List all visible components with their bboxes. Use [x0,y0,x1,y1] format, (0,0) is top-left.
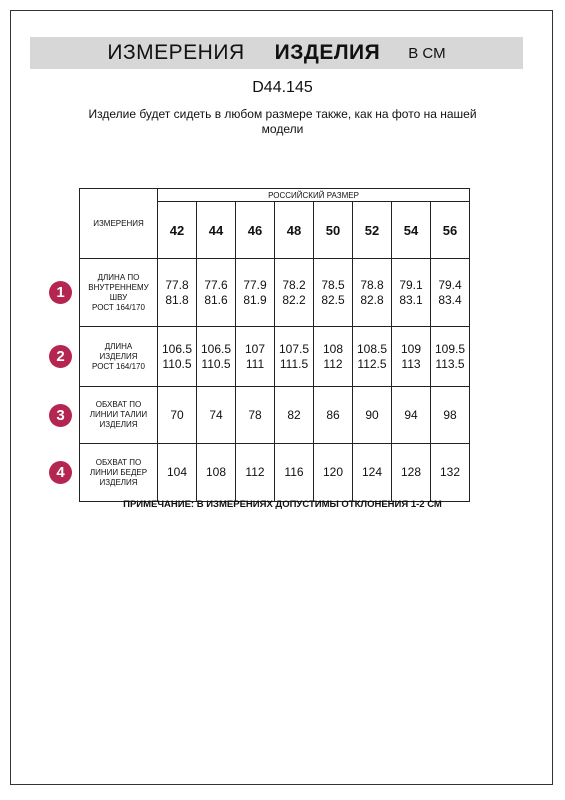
size-header-cell: 50 [314,202,353,259]
measurement-value-cell [236,259,275,327]
measurement-value-cell [158,387,197,444]
measurement-value: 86 [326,407,340,422]
measurement-label [80,327,158,387]
measurement-value: 78.8 [360,277,384,292]
measurement-value: 77.9 [243,277,267,292]
measurement-value-cell [314,327,353,387]
size-header-cell: 54 [392,202,431,259]
header-bar [30,37,523,69]
row-number-badge: 1 [49,281,72,304]
measurement-value: 110.5 [201,356,231,371]
measurement-value: 82 [287,407,301,422]
measurement-value: 108 [322,341,344,356]
measurement-value: 113 [401,356,421,371]
measurement-value: 128 [400,465,422,479]
measurement-value-cell [236,387,275,444]
measurement-value: 120 [322,465,344,479]
measurement-value-cell [197,387,236,444]
measurement-value: 111.5 [279,356,309,371]
measurement-value-cell [353,444,392,502]
measurement-label-line: РОСТ 164/170 [92,302,145,312]
header-unit: В СМ [408,44,446,62]
measurement-label-line: ШВУ [109,292,128,302]
measurement-label-line: ИЗДЕЛИЯ [99,351,138,361]
row-number-badge: 2 [49,345,72,368]
measurement-label-line: РОСТ 164/170 [92,361,145,371]
measurement-value: 94 [404,407,418,422]
measurement-value: 106.5 [161,341,193,356]
measurement-value: 81.6 [204,292,228,307]
note-text: ПРИМЕЧАНИЕ: В ИЗМЕРЕНИЯХ ДОПУСТИМЫ ОТКЛОНЕНИЯ 1-2 СМ [123,499,442,510]
measurement-value: 74 [209,407,223,422]
measurement-value-cell [392,444,431,502]
measurement-value: 112 [323,356,343,371]
header-title-bold: ИЗДЕЛИЯ [274,41,381,64]
measurement-label-line: ДЛИНА [104,341,133,351]
measurement-label-line: ДЛИНА ПО [97,272,140,282]
measurement-value-cell [431,387,470,444]
measurement-value-cell [392,327,431,387]
measurement-value-cell [314,444,353,502]
measurement-value: 109.5 [434,341,466,356]
measurement-value-cell [392,259,431,327]
measurement-value-cell [197,327,236,387]
measurement-value: 79.4 [438,277,462,292]
measurement-row [80,444,470,502]
measurement-value-cell [314,259,353,327]
measurement-value: 113.5 [435,356,465,371]
measurement-value-cell [431,327,470,387]
measurement-value-cell [275,327,314,387]
measurement-value: 112 [245,465,265,479]
measurement-value-cell [275,387,314,444]
measurement-value: 82.2 [282,292,306,307]
measurement-label-line: ЛИНИИ БЕДЕР [89,467,148,477]
measurement-label [80,444,158,502]
fit-description: Изделие будет сидеть в любом размере также, как на фото на нашей модели [88,107,477,136]
measurement-row [80,327,470,387]
size-header-cell: 52 [353,202,392,259]
measurement-value: 78.5 [321,277,345,292]
measurement-value-cell [275,259,314,327]
measurement-label-line: ОБХВАТ ПО [95,400,142,409]
measurement-value: 79.1 [399,277,423,292]
measurement-value: 77.6 [204,277,228,292]
measurement-value: 124 [361,465,383,479]
measurement-value: 82.5 [321,292,345,307]
measurement-value-cell [314,387,353,444]
row-number-badge: 4 [49,461,72,484]
measurement-row [80,259,470,327]
size-header-cell: 44 [197,202,236,259]
measurement-value: 81.8 [165,292,189,307]
measurement-value-cell [392,387,431,444]
measurement-value: 81.9 [243,292,267,307]
measurement-value-cell [431,444,470,502]
measurement-value: 70 [170,407,184,422]
measurement-value: 83.4 [438,292,462,307]
measurement-value: 116 [284,465,304,479]
header-title-light: ИЗМЕРЕНИЯ [107,41,245,64]
measurement-value: 107.5 [278,341,310,356]
corner-label: ИЗМЕРЕНИЯ [80,189,158,259]
measurement-value-cell [197,259,236,327]
measurement-value-cell [158,259,197,327]
measurement-value: 77.8 [165,277,189,292]
size-header-cell: 42 [158,202,197,259]
measurement-value: 98 [443,407,457,422]
measurement-value: 106.5 [200,341,232,356]
measurement-label-line: ОБХВАТ ПО [95,457,142,467]
measurement-value: 90 [365,407,379,422]
measurement-value: 108 [205,465,227,479]
measurement-label-line: ИЗДЕЛИЯ [99,420,138,429]
measurement-value: 107 [244,341,266,356]
measurement-value: 132 [439,465,461,479]
measurement-value: 104 [166,465,188,479]
measurement-value-cell [275,444,314,502]
size-header-cell: 56 [431,202,470,259]
measurement-value: 111 [245,356,265,371]
measurement-value-cell [158,327,197,387]
size-table [79,188,470,502]
size-header-cell: 46 [236,202,275,259]
measurement-value-cell [353,259,392,327]
measurement-value: 78 [248,407,262,422]
measurement-value-cell [353,327,392,387]
measurement-label [80,259,158,327]
product-code: D44.145 [252,79,313,96]
measurement-value: 78.2 [282,277,306,292]
measurement-value: 110.5 [162,356,192,371]
measurement-value-cell [431,259,470,327]
size-group-label: РОССИЙСКИЙ РАЗМЕР [158,189,470,202]
measurement-label-line: ИЗДЕЛИЯ [99,477,138,487]
size-header-cell: 48 [275,202,314,259]
measurement-value-cell [353,387,392,444]
measurement-label-line: ВНУТРЕННЕМУ [88,282,149,292]
measurement-label [80,387,158,444]
measurement-value: 83.1 [399,292,423,307]
measurement-value-cell [197,444,236,502]
measurement-row [80,387,470,444]
measurement-value-cell [236,444,275,502]
measurement-value: 112.5 [357,356,387,371]
row-number-badge: 3 [49,404,72,427]
measurement-value-cell [236,327,275,387]
measurement-value: 109 [400,341,422,356]
measurement-value-cell [158,444,197,502]
measurement-value: 108.5 [356,341,388,356]
measurement-value: 82.8 [360,292,384,307]
measurement-label-line: ЛИНИИ ТАЛИИ [89,410,148,419]
